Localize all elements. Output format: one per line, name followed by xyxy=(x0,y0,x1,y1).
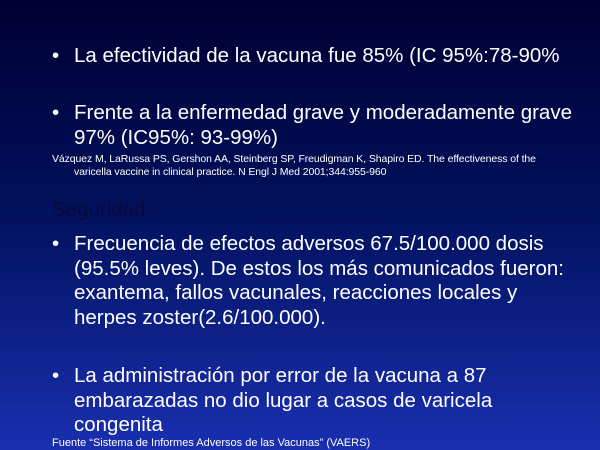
safety-bullet-1 xyxy=(52,232,582,330)
bullet-text: La administración por error de la vacuna a 87 embarazadas no dio lugar a casos de varicela congenita xyxy=(74,364,493,436)
bullet-text: La efectividad de la vacuna fue 85% (IC 95%:78-90% xyxy=(74,44,560,67)
bullet-dot-icon: • xyxy=(52,101,60,124)
bullet-text: Frecuencia de efectos adversos 67.5/100.000 dosis (95.5% leves). De estos los más comunicados fueron: exantema, fallos vacunales, reacciones locales y herpes zoster(2.6/100.000). xyxy=(74,232,564,329)
citation-text: Vázquez M, LaRussa PS, Gershon AA, Steinberg SP, Freudigman K, Shapiro ED. The effectiveness of the varicella vaccine in clinical practice. N Engl J Med 2001;344:955-960 xyxy=(52,153,536,178)
source-footnote: Fuente “Sistema de Informes Adversos de las Vacunas” (VAERS) xyxy=(52,437,371,449)
effectiveness-bullet-1 xyxy=(52,44,582,69)
bullet-text: Frente a la enfermedad grave y moderadamente grave 97% (IC95%: 93-99%) xyxy=(74,101,572,149)
safety-heading: Seguridad: xyxy=(52,198,152,221)
bullet-dot-icon: • xyxy=(52,232,60,255)
bullet-dot-icon: • xyxy=(52,364,60,387)
safety-bullet-2 xyxy=(52,364,582,438)
citation xyxy=(52,153,552,179)
bullet-dot-icon: • xyxy=(52,44,60,67)
effectiveness-bullet-2 xyxy=(52,101,582,150)
